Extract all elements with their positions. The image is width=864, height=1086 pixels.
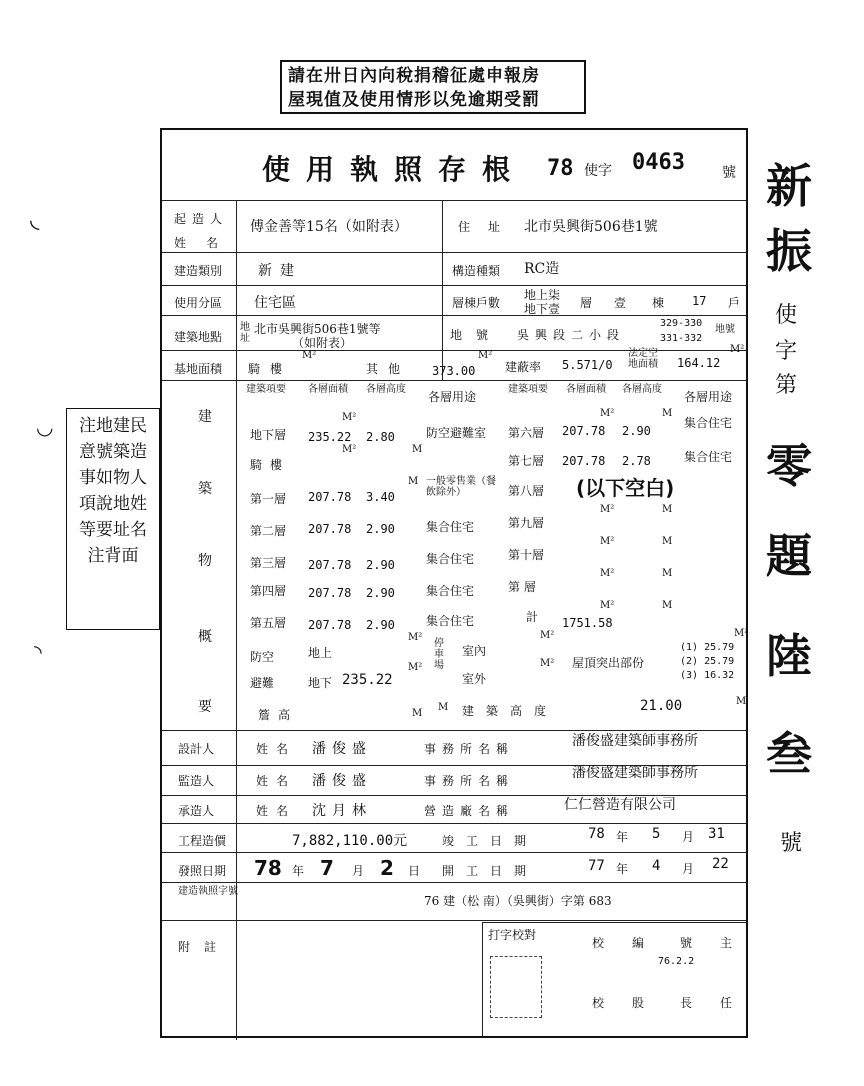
unit-m: M [662,504,673,515]
roof-value-3: (3) 16.32 [680,670,735,681]
notice-line-1: 請在卅日內向稅捐稽征處申報房 [288,66,540,86]
unit-m2: M² [600,568,615,579]
site-label: 建築地點 [174,330,223,344]
designer-label: 設計人 [178,742,215,756]
floor-height: 2.80 [366,430,395,444]
form-title: 使用執照存根 [262,153,527,186]
margin-char: 陸 [766,629,812,683]
floor-height: 2.90 [366,586,395,600]
build-height-value: 21.00 [640,698,683,714]
unit-m2: M² [540,630,555,641]
floors-below: 地下壹 [524,302,561,316]
parking-out: 室外 [462,672,487,686]
parking-in: 室內 [462,644,487,658]
company-value: 仁仁營造有限公司 [564,797,676,813]
permit-prefix: 使字 [584,163,612,179]
start-label: 開工日期 [442,864,539,878]
unit-m: M [412,708,423,719]
floor-use: 集合住宅 [426,552,475,566]
floor-use: 集合住宅 [426,584,475,598]
floor-area: 207.78 [308,522,352,536]
shelter-above-label: 地上 [308,646,333,660]
hdr-item: 建築項要 [246,384,286,395]
floor-label: 地下層 [250,428,287,442]
office-label: 事務所名稱 [424,742,515,756]
floor-height: 2.90 [366,558,395,572]
side-note-text: 注地建民意號築造事如物人項說地姓等要址名注背面 [79,416,147,566]
grid-line [162,200,746,201]
permit-label: 建造執照字號 [178,886,238,897]
name-label: 姓名 [256,804,297,818]
cost-value: 7,882,110.00元 [292,833,408,849]
floor-use: 防空避難室 [426,426,487,440]
hdr-height: 各層高度 [366,384,406,395]
name-label: 姓名 [256,774,297,788]
grid-line [162,823,746,824]
hdr-height-right: 各層高度 [622,384,662,395]
note-label: 附註 [178,940,231,954]
zone-label: 使用分區 [174,296,223,310]
sign-col-4: 主 [720,936,733,950]
floor-area: 235.22 [308,430,352,444]
cost-label: 工程造價 [178,834,227,848]
margin-char: 第 [775,373,798,398]
lot-suffix: 地號 [715,324,735,335]
lot-numbers-1: 329-330 [660,318,703,329]
floor-use: 集合住宅 [684,450,733,464]
unit-m2: M² [408,662,423,673]
roof-value-1: (1) 25.79 [680,642,735,653]
unit-m2: M² [600,536,615,547]
hdr-use: 各層用途 [428,390,477,404]
supervisor-office: 潘俊盛建築師事務所 [572,765,698,781]
sign-bottom-2: 股 [632,996,645,1010]
grid-line [162,315,746,316]
shelter-label: 防空避難 [250,650,275,690]
floor-use: 集合住宅 [684,416,733,430]
contractor-label: 承造人 [178,804,215,818]
sign-bottom-3: 長 [680,996,693,1010]
margin-char: 零 [766,439,812,493]
roof-value-2: (2) 25.79 [680,656,735,667]
other-label: 其他 [366,362,411,376]
unit-m2: M² [600,600,615,611]
build-type-value: 新建 [258,263,302,279]
floor-label: 第五層 [250,616,287,630]
check-label: 打字校對 [488,928,537,942]
floor-label: 第四層 [250,584,287,598]
floors-hu: 戶 [728,296,741,310]
unit-m: M [412,444,423,455]
unit-m2: M² [478,350,493,361]
section-char: 概 [198,629,212,645]
builder-label: 起造人 [174,212,229,226]
builder-value: 傅金善等15名（如附表） [250,219,408,235]
grid-line [236,200,237,1040]
total-value: 1751.58 [562,616,613,630]
unit-m2: M² [540,658,555,669]
month-char: 月 [352,864,365,878]
floor-height: 2.90 [366,618,395,632]
blank-below-note: (以下空白) [576,476,675,500]
site-addr-label: 地址 [240,322,250,344]
seal-stamp [490,956,542,1018]
grid-line [162,252,746,253]
struct-label: 構造種類 [452,264,501,278]
unit-m2: M² [408,632,423,643]
lot-section: 吳興段二小段 [517,328,626,342]
section-char: 建 [198,409,212,425]
floor-use: 集合住宅 [426,520,475,534]
margin-mark: ◡ [36,415,54,439]
floor-height: 3.40 [366,490,395,504]
section-char: 物 [198,553,212,569]
year-char: 年 [616,830,629,844]
floor-area: 207.78 [308,558,352,572]
other-value: 373.00 [432,364,476,378]
roof-label: 屋頂突出部份 [572,656,645,670]
floors-dong-value: 壹 [614,296,627,310]
margin-char: 叁 [766,727,812,781]
site-value: 北市吳興街506巷1號等 [254,322,381,336]
designer-office: 潘俊盛建築師事務所 [572,733,698,749]
floor-label: 第六層 [508,426,545,440]
margin-mark: ◝ [34,640,42,664]
sign-bottom-4: 任 [720,996,733,1010]
section-char: 築 [198,481,212,497]
total-label: 計 [526,610,539,624]
build-type-label: 建造類別 [174,264,223,278]
finish-year: 78 [588,826,605,842]
unit-m: M [662,568,673,579]
unit-m2: M² [302,350,317,361]
margin-mark: ◟ [30,205,40,233]
margin-char: 號 [780,831,803,856]
margin-char: 題 [766,529,812,583]
office-label: 事務所名稱 [424,774,515,788]
eave-label: 簷高 [258,708,299,722]
shelter-below-value: 235.22 [342,672,393,688]
permit-stub-form [160,128,748,1038]
margin-char: 字 [775,339,798,364]
struct-value: RC造 [524,261,560,277]
day-char: 日 [408,864,421,878]
floor-label: 第八層 [508,484,545,498]
floor-use: 一般零售業（餐飲除外） [426,476,496,498]
unit-m2: M² [342,412,357,423]
floor-area: 207.78 [308,490,352,504]
zone-value: 住宅區 [254,295,296,311]
floor-area: 207.78 [562,424,606,438]
sign-date: 76.2.2 [658,956,695,967]
grid-line [162,285,746,286]
unit-m: M [408,476,419,487]
floor-label: 第一層 [250,492,287,506]
floor-label: 第十層 [508,548,545,562]
tax-notice-box [280,60,586,114]
permit-number: 0463 [632,150,685,175]
start-day: 22 [712,856,729,872]
lot-label: 地號 [450,328,503,342]
start-year: 77 [588,858,605,874]
floors-hu-value: 17 [692,294,707,308]
issue-month: 7 [320,856,334,880]
legal-area-value: 164.12 [677,356,721,370]
builder-name-label: 姓名 [174,236,239,250]
name-label: 姓名 [256,742,297,756]
sign-col-1: 校 [592,936,605,950]
margin-char: 使 [775,303,798,328]
legal-area-label: 法定空地面積 [628,348,658,370]
unit-m: M [662,536,673,547]
hdr-area: 各層面積 [308,384,348,395]
parking-label: 停車場 [434,638,444,671]
floors-label: 層棟戶數 [452,296,501,310]
unit-m2: M² [730,344,745,355]
grid-line [162,920,746,921]
designer-name: 潘俊盛 [312,741,372,757]
unit-m2: M² [600,504,615,515]
floor-height: 2.90 [622,424,651,438]
hdr-item-right: 建築項要 [508,384,548,395]
build-height-label: 建築高度 [462,704,559,718]
unit-m2: M² [734,628,749,639]
arcade-label: 騎樓 [248,362,293,376]
unit-m: M [662,600,673,611]
address-value: 北市吳興街506巷1號 [524,219,658,235]
permit-value: 76 建（松 南）（吳興街）字第 683 [424,894,612,908]
area-label: 基地面積 [174,362,223,376]
finish-day: 31 [708,826,725,842]
notice-line-2: 屋現值及使用情形以免逾期受罰 [288,90,540,110]
floors-ceng: 層 [580,296,593,310]
floors-above: 地上柒 [524,288,561,302]
shelter-below-label: 地下 [308,676,333,690]
supervisor-label: 監造人 [178,774,215,788]
year-char: 年 [292,864,305,878]
floor-label: 第九層 [508,516,545,530]
grid-line [162,882,746,883]
finish-month: 5 [652,826,661,842]
issue-year: 78 [254,856,282,880]
floor-height: 2.90 [366,522,395,536]
floor-area: 207.78 [308,586,352,600]
side-note-box [66,408,160,630]
margin-char: 新 [766,159,812,213]
floor-height: 2.78 [622,454,651,468]
hdr-use-right: 各層用途 [684,390,733,404]
coverage-value: 5.571/0 [562,358,613,372]
unit-m: M [662,408,673,419]
unit-m2: M² [342,444,357,455]
issue-day: 2 [380,856,394,880]
grid-line [162,852,746,853]
grid-line [162,380,746,381]
start-month: 4 [652,858,661,874]
floor-label: 騎樓 [250,458,291,472]
floors-dong: 棟 [652,296,665,310]
margin-char: 振 [766,224,812,278]
site-note: （如附表） [292,336,353,350]
supervisor-name: 潘俊盛 [312,773,372,789]
permit-year: 78 [547,156,574,181]
sign-col-3: 號 [680,936,693,950]
floor-label: 第七層 [508,454,545,468]
unit-m: M [736,696,747,707]
section-char: 要 [198,699,212,715]
issue-label: 發照日期 [178,864,227,878]
sign-bottom-1: 校 [592,996,605,1010]
finish-label: 竣工日期 [442,834,539,848]
sign-col-2: 編 [632,936,645,950]
floor-use: 集合住宅 [426,614,475,628]
address-label: 住址 [458,220,519,234]
month-char: 月 [682,830,695,844]
company-label: 營造廠名稱 [424,804,515,818]
grid-line [442,200,443,380]
year-char: 年 [616,862,629,876]
unit-m2: M² [600,408,615,419]
floor-area: 207.78 [308,618,352,632]
month-char: 月 [682,862,695,876]
floor-label: 第 層 [508,580,536,594]
floor-area: 207.78 [562,454,606,468]
floor-label: 第二層 [250,524,287,538]
hdr-area-right: 各層面積 [566,384,606,395]
lot-numbers-2: 331-332 [660,333,703,344]
permit-suffix: 號 [722,165,736,181]
unit-m: M [438,702,449,713]
coverage-label: 建蔽率 [505,360,542,374]
floor-label: 第三層 [250,556,287,570]
contractor-name: 沈月林 [312,803,372,819]
